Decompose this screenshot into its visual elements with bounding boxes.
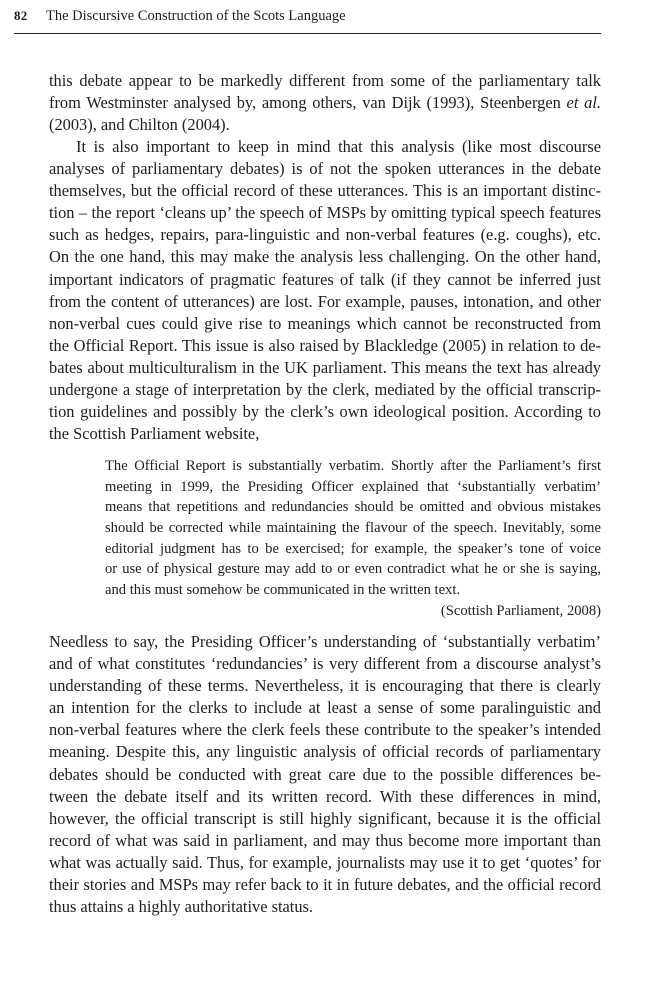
text-line [49,92,601,114]
text-line: debates should be conducted with great care due to the possible differences be- [49,764,601,784]
text-line: bates about multiculturalism in the UK parliament. This means the text has already [49,357,601,377]
text-line: their stories and MSPs may refer back to it in future debates, and the official record [49,875,601,895]
text-line: the Official Report. This issue is also raised by Blackledge (2005) in relation to de- [49,335,601,355]
text-line: an intention for the clerks to include at least a sense of some paralinguistic and [49,698,601,718]
text-fragment: from Westminster analysed by, among others, van Dijk (1993), Steenbergen [49,93,567,113]
text-line: important indicators of pragmatic features of talk (if they cannot be inferred just [49,269,601,289]
running-header [14,6,601,34]
italic-citation: et al. [566,93,601,113]
text-line: thus attains a highly authoritative status. [49,897,314,917]
text-line: On the one hand, this may make the analysis less challenging. On the other hand, [49,247,601,267]
text-line: however, the official transcript is still highly significant, because it is the official [49,808,601,828]
quote-line: means that repetitions and redundancies should be omitted and obvious mistakes [105,499,601,516]
text-line: analyses of parliamentary debates) is of not the spoken utterances in the debate [49,159,601,179]
text-line: this debate appear to be markedly different from some of the parliamentary talk [49,71,601,90]
text-line: It is also important to keep in mind that this analysis (like most discourse [76,137,601,156]
text-line: non-verbal cues could give rise to meanings which cannot be reconstructed from [49,313,601,333]
text-line: (2003), and Chilton (2004). [49,115,230,135]
paragraph-official-record [49,136,601,445]
text-line: the Scottish Parliament website, [49,424,260,444]
quote-line: should be corrected while maintaining the flavour of the speech. Inevitably, some [105,520,601,537]
quote-line: meeting in 1999, the Presiding Officer explained that ‘substantially verbatim’ [105,478,601,495]
text-line: what was actually said. Thus, for example, journalists may use it to get ‘quotes’ for [49,852,601,872]
text-line: meaning. Despite this, any linguistic analysis of official records of parliamentary [49,742,601,762]
text-line: non-verbal features where the clerk feels these contribute to the speaker’s intended [49,720,601,740]
text-line: and of what constitutes ‘redundancies’ is very different from a discourse analyst’s [49,654,601,674]
text-line: understanding of these terms. Nevertheless, it is encouraging that there is clearly [49,676,601,696]
text-line: record of what was said in parliament, and may thus become more important than [49,830,601,850]
book-title: The Discursive Construction of the Scots Language [46,8,346,24]
block-quote [105,456,601,622]
text-line: tion – the report ‘cleans up’ the speech of MSPs by omitting typical speech features [49,203,601,223]
text-line: tween the debate itself and its written record. With these differences in mind, [49,786,601,806]
text-line: Needless to say, the Presiding Officer’s understanding of ‘substantially verbatim’ [49,632,601,651]
quote-line: The Official Report is substantially verbatim. Shortly after the Parliament’s first [105,458,601,474]
text-line: tion guidelines and possibly by the clerk’s own ideological position. According to [49,402,601,422]
text-line: from the content of utterances) are lost. For example, pauses, intonation, and other [49,291,601,311]
quote-line: editorial judgment has to be exercised; for example, the speaker’s tone of voice [105,540,601,557]
paragraph-presiding-officer [49,631,601,918]
paragraph-continued [49,70,601,136]
text-line: undergone a stage of interpretation by the clerk, mediated by the official transcrip- [49,380,601,400]
quote-citation: (Scottish Parliament, 2008) [440,602,601,619]
page-number: 82 [14,8,28,23]
quote-line: and this must somehow be communicated in the written text. [105,582,461,599]
text-line: such as hedges, repairs, para-linguistic and non-verbal features (e.g. coughs), etc. [49,225,601,245]
text-line: themselves, but the official record of these utterances. This is an important distinc- [49,181,601,201]
quote-line: or use of physical gesture may add to or even contradict what he or she is saying, [105,561,601,578]
